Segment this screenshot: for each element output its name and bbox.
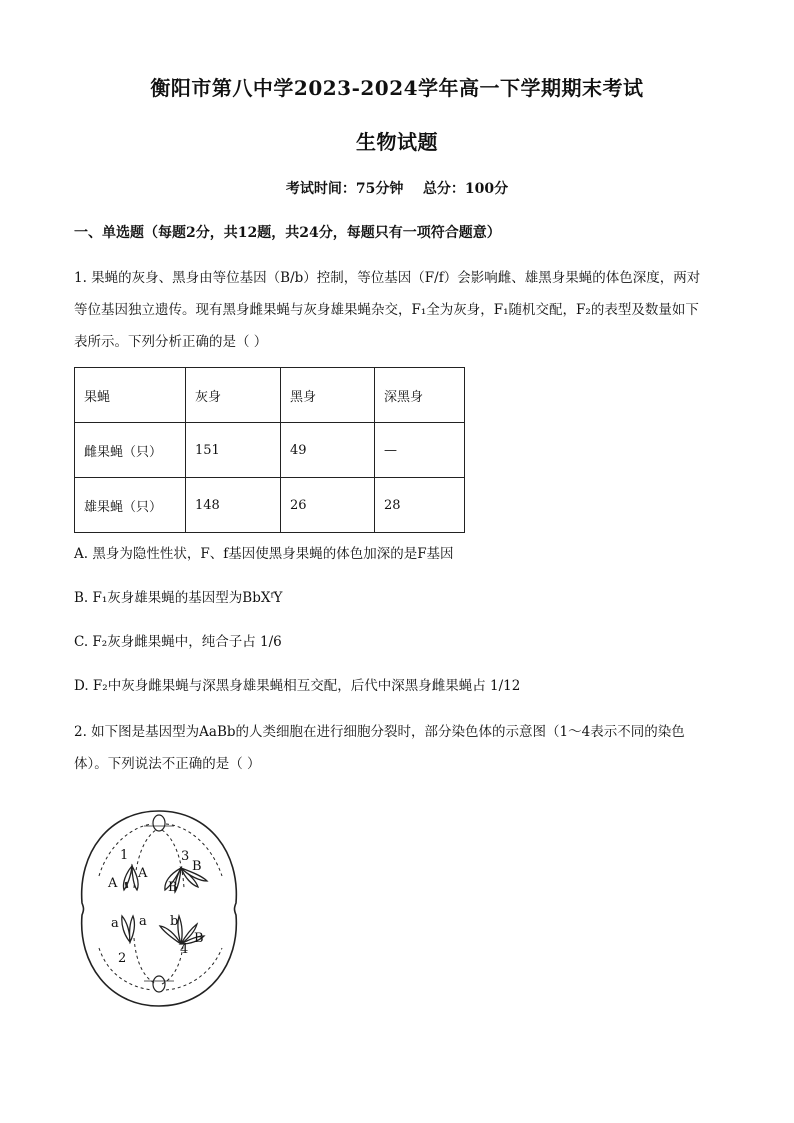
q1-line-2: 等位基因独立遗传。现有黑身雌果蝇与灰身雄果蝇杂交，F₁全为灰身，F₁随机交配，F₂的表型及数量如下 (74, 302, 699, 318)
table-cell: 49 (281, 423, 375, 478)
q1-option-c: C. F₂灰身雌果蝇中，纯合子占 1/6 (74, 634, 282, 650)
table-cell: 雌果蝇（只） (75, 423, 186, 478)
q1-line-1: 1. 果蝇的灰身、黑身由等位基因（B/b）控制，等位基因（F/f）会影响雌、雄黑身果蝇的体色深度，两对 (74, 270, 701, 286)
table-cell: 28 (375, 478, 465, 533)
label-3: 3 (181, 849, 190, 864)
centrosome-top (153, 815, 165, 831)
label-1: 1 (120, 848, 129, 863)
gene-b-low: b (170, 914, 179, 929)
q1-option-a: A. 黑身为隐性性状，F、f基因使黑身果蝇的体色加深的是F基因 (74, 546, 454, 562)
cell-division-figure (74, 808, 244, 1013)
table-cell: 151 (186, 423, 281, 478)
exam-info: 考试时间：75分钟 总分：100分 (285, 181, 509, 197)
table-cell: 果蝇 (75, 368, 186, 423)
label-2: 2 (118, 951, 127, 966)
table-cell: 雄果蝇（只） (75, 478, 186, 533)
spindle-bottom-inner (134, 938, 184, 984)
table-row (75, 423, 465, 478)
table-cell: 26 (281, 478, 375, 533)
table-cell: 灰身 (186, 368, 281, 423)
q1-line-3: 表所示。下列分析正确的是（ ） (74, 334, 268, 350)
spindle-top (99, 824, 222, 876)
section-heading: 一、单选题（每题2分，共12题，共24分，每题只有一项符合题意） (74, 225, 501, 241)
q1-table (74, 367, 465, 533)
gene-B-low: B (194, 931, 204, 946)
table-cell: 深黑身 (375, 368, 465, 423)
q2-line-2: 体）。下列说法不正确的是（ ） (74, 756, 261, 772)
gene-A-left: A (108, 876, 118, 891)
gene-a-left: a (111, 916, 119, 931)
page-title: 衡阳市第八中学2023-2024学年高一下学期期末考试 (150, 76, 644, 100)
gene-B-top: B (192, 859, 202, 874)
q1-option-d: D. F₂中灰身雌果蝇与深黑身雄果蝇相互交配，后代中深黑身雌果蝇占 1/12 (74, 678, 521, 694)
table-cell: — (375, 423, 465, 478)
centrosome-bottom (153, 976, 165, 992)
table-cell: 148 (186, 478, 281, 533)
q1-option-b: B. F₁灰身雄果蝇的基因型为BbXᶠY (74, 590, 283, 606)
table-row (75, 478, 465, 533)
table-cell: 黑身 (281, 368, 375, 423)
gene-B-mid: B (168, 880, 178, 895)
q2-line-1: 2. 如下图是基因型为AaBb的人类细胞在进行细胞分裂时，部分染色体的示意图（1～4表示不同的染色 (74, 724, 685, 740)
label-4: 4 (180, 942, 189, 957)
subject-title: 生物试题 (356, 130, 438, 154)
gene-a-right: a (139, 914, 147, 929)
chromosome-2 (122, 916, 135, 942)
table-header-row (75, 368, 465, 423)
gene-A-right: A (138, 866, 148, 881)
cell-membrane (82, 811, 237, 1006)
